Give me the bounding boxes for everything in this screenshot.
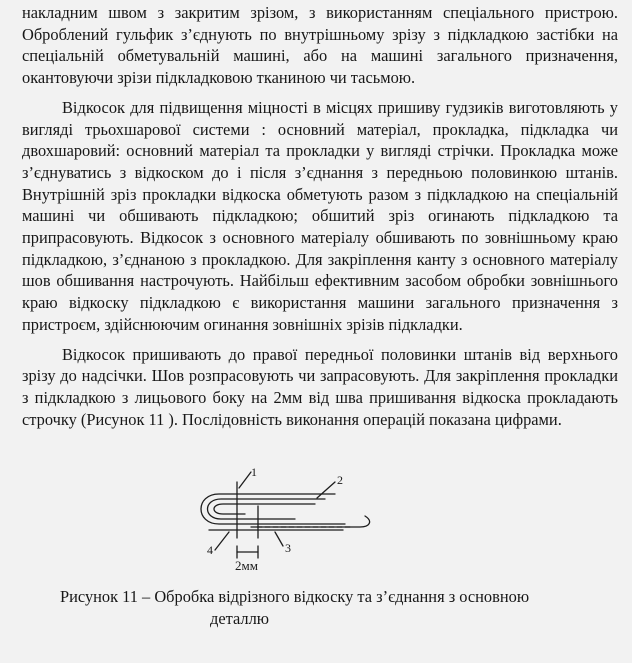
- seam-diagram: [185, 466, 385, 581]
- leader-2: [317, 482, 335, 498]
- figure-caption: [60, 586, 580, 630]
- caption-line-1: Рисунок 11 – Обробка відрізного відкоску та з’єднання з основною: [60, 587, 530, 606]
- paragraph-3: Відкосок пришивають до правої передньої половинки штанів від верхнього зрізу до надсічки. Шов розпрасовують чи запрасовують. Для закріплення прокладки з підкладкою з лицьового боку на 2мм від шва пришивання відкоска прокладають строчку (Рисунок 11 ). Послідовність виконання операцій показана цифрами.: [22, 344, 618, 429]
- base-detail-layer-2: [251, 516, 370, 527]
- label-2: 2: [337, 473, 343, 487]
- leader-1: [239, 472, 251, 488]
- leader-4: [215, 532, 229, 550]
- label-3: 3: [285, 541, 291, 555]
- inner-fold-layer: [214, 504, 315, 514]
- caption-line-2: деталлю: [210, 609, 270, 628]
- leader-3: [275, 532, 283, 546]
- middle-fold-layer: [208, 499, 326, 519]
- paragraph-2: Відкосок для підвищення міцності в місцях пришиву гудзиків виготовляють у вигляді трьохшарової системи : основний матеріал, прокладка, підкладка чи двохшаровий: основний матеріал та прокладки у вигляді стрічки. Прокладка може з’єднуватись з відкоском до і після з’єднання з передньою половинкою штанів. Внутрішній зріз прокладки відкоска обметують разом з підкладкою на спеціальній машині чи обшивають підкладкою; обшитий зріз огинають підкладкою та припрасовують. Відкосок з основного матеріалу обшивають по зовнішньому краю підкладкою, з’єднаною з прокладкою. Для закріплення канту з основного матеріалу шов обшивання настрочують. Найбільш ефективним засобом обробки зовнішнього краю відкоску підкладкою є використання машини загального призначення з пристроєм, здійснюючим огинання зовнішніх зрізів підкладки.: [22, 97, 618, 334]
- label-1: 1: [251, 466, 257, 479]
- label-4: 4: [207, 543, 213, 557]
- dimension-label: 2мм: [235, 558, 258, 573]
- body-text: [22, 2, 618, 430]
- paragraph-1: накладним швом з закритим зрізом, з використанням спеціального пристрою. Оброблений гульфик з’єднують по внутрішньому зрізу з підкладкою застібки на спеціальній обметувальній машині, або на машині загального призначення, окантовуючи зрізи підкладковою тканиною чи тасьмою.: [22, 3, 618, 88]
